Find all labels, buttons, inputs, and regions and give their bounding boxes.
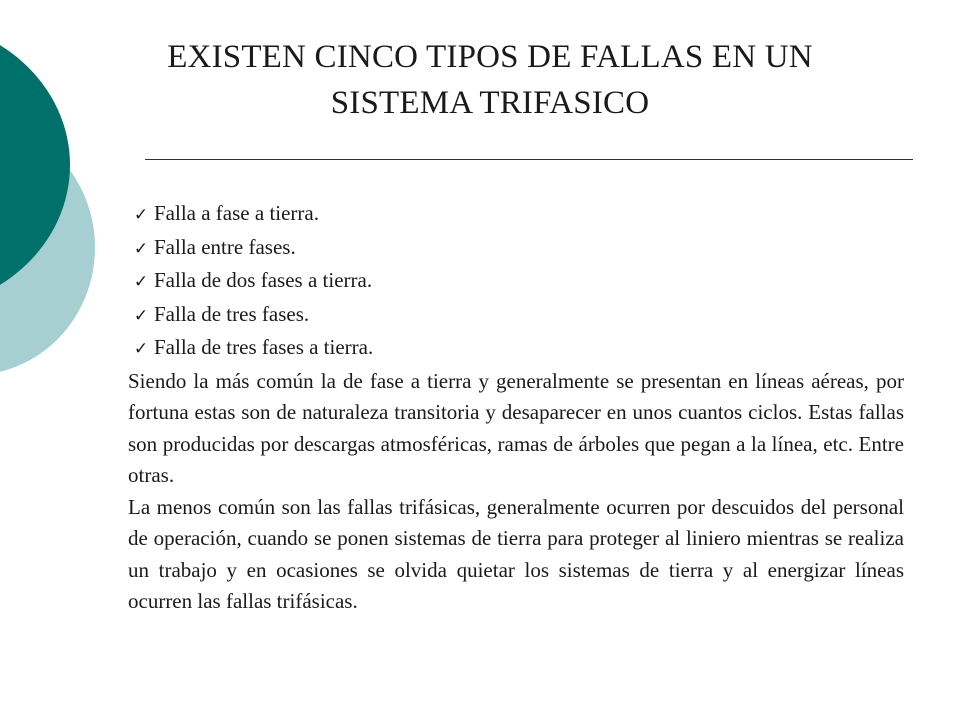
- fault-type-list: [128, 198, 904, 366]
- list-item: [128, 332, 904, 366]
- list-item: [128, 265, 904, 299]
- list-item-text: Falla a fase a tierra.: [154, 201, 319, 225]
- slide-title: EXISTEN CINCO TIPOS DE FALLAS EN UN SISTEMA TRIFASICO: [167, 39, 813, 121]
- check-icon: ✓: [133, 339, 149, 359]
- slide-body: [128, 198, 904, 618]
- list-item-text: Falla de dos fases a tierra.: [154, 268, 373, 292]
- check-icon: ✓: [133, 305, 149, 326]
- list-item: [128, 198, 904, 232]
- list-item-text: Falla de tres fases a tierra.: [154, 335, 374, 359]
- title-divider: [145, 159, 913, 160]
- list-item: [128, 299, 904, 333]
- list-item-text: Falla de tres fases.: [154, 301, 310, 326]
- list-item: [128, 232, 904, 266]
- paragraph-common-fault: Siendo la más común la de fase a tierra y generalmente se presentan en líneas aéreas, por fortuna estas son de naturaleza transitoria y desaparecer en unos cuantos ciclos. Estas fallas son producidas por descargas atmosféricas, ramas de árboles que pegan a la línea, etc. Entre otras.: [128, 368, 904, 487]
- check-icon: ✓: [133, 205, 149, 225]
- check-icon: ✓: [133, 272, 149, 292]
- paragraph-three-phase-fault: La menos común son las fallas trifásicas, generalmente ocurren por descuidos del personal de operación, cuando se ponen sistemas de tierra para proteger al liniero mientras se realiza un trabajo y en ocasiones se olvida quietar los sistemas de tierra y al energizar líneas ocurren las fallas trifásicas.: [128, 494, 904, 613]
- check-icon: ✓: [133, 238, 149, 259]
- list-item-text: Falla entre fases.: [154, 234, 296, 259]
